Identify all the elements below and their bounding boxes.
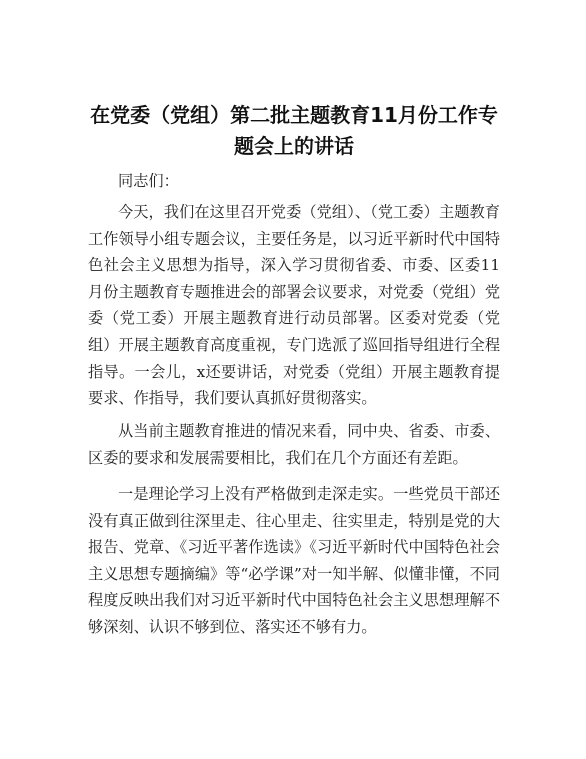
paragraph-2-text: 从当前主题教育推进的情况来看，同中央、省委、市委、区委的要求和发展需要相比，我们在几个方面还有差距。 <box>88 422 500 467</box>
paragraph-2 <box>88 418 500 471</box>
paragraph-1-text: 今天，我们在这里召开党委（党组）、（党工委）主题教育工作领导小组专题会议，主要任务是，以习近平新时代中国特色社会主义思想为指导，深入学习贯彻省委、市委、区委11月份主题教育专题推进会的部署会议要求，对党委（党组）党委（党工委）开展主题教育进行动员部署。区委对党委（党组）开展主题教育高度重视，专门选派了巡回指导组进行全程指导。一会儿，x还要讲话，对党委（党组）开展主题教育提要求、作指导，我们要认真抓好贯彻落实。 <box>88 203 500 408</box>
salutation <box>88 168 500 195</box>
salutation-text: 同志们： <box>118 172 179 190</box>
paragraph-3-text: 一是理论学习上没有严格做到走深走实。一些党员干部还没有真正做到往深里走、往心里走、往实里走，特别是党的大报告、党章、《习近平著作选读》《习近平新时代中国特色社会主义思想专题摘编》等“必学课”对一知半解、似懂非懂，不同程度反映出我们对习近平新时代中国特色社会主义思想理解不够深刻、认识不够到位、落实还不够有力。 <box>88 485 500 636</box>
document-title: 在党委（党组）第二批主题教育11月份工作专题会上的讲话 <box>90 103 498 158</box>
paragraph-3 <box>88 481 500 641</box>
paragraph-1 <box>88 199 500 412</box>
